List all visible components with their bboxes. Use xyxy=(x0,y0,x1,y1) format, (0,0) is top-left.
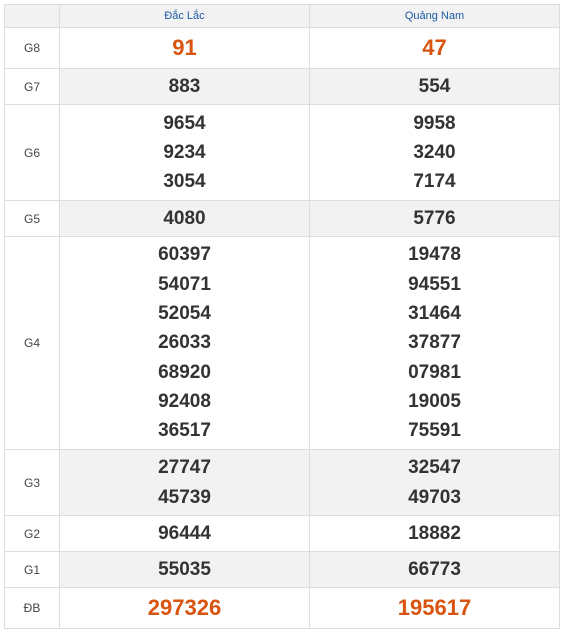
prize-label: G7 xyxy=(5,69,60,105)
prize-row-g6 xyxy=(5,105,560,201)
prize-label: G4 xyxy=(5,237,60,450)
prize-number: 32547 xyxy=(408,457,461,479)
prize-number: 4080 xyxy=(163,207,206,229)
prize-row-g1 xyxy=(5,552,560,588)
prize-number: 49703 xyxy=(408,486,461,508)
prize-cell xyxy=(60,552,310,588)
prize-cell xyxy=(310,237,560,450)
prize-number: 26033 xyxy=(158,332,211,354)
lottery-results-table xyxy=(4,4,560,629)
prize-label: G8 xyxy=(5,28,60,69)
prize-cell xyxy=(310,105,560,201)
prize-number: 31464 xyxy=(408,303,461,325)
prize-cell xyxy=(310,69,560,105)
prize-number: 7174 xyxy=(413,171,456,193)
prize-cell xyxy=(60,28,310,69)
prize-cell xyxy=(60,69,310,105)
prize-cell xyxy=(310,28,560,69)
prize-label: ĐB xyxy=(5,588,60,629)
prize-row-g7 xyxy=(5,69,560,105)
prize-number: 36517 xyxy=(158,420,211,442)
prize-cell xyxy=(60,105,310,201)
prize-number: 5776 xyxy=(413,207,456,229)
header-corner xyxy=(5,5,60,28)
prize-number: 60397 xyxy=(158,244,211,266)
prize-number: 45739 xyxy=(158,486,211,508)
prize-label: G3 xyxy=(5,450,60,516)
prize-number: 19005 xyxy=(408,390,461,412)
prize-number: 92408 xyxy=(158,390,211,412)
prize-cell xyxy=(310,516,560,552)
prize-number: 94551 xyxy=(408,273,461,295)
prize-number: 66773 xyxy=(408,558,461,580)
prize-number: 91 xyxy=(172,35,197,61)
prize-row-special xyxy=(5,588,560,629)
prize-label: G2 xyxy=(5,516,60,552)
prize-cell xyxy=(310,201,560,237)
prize-number: 68920 xyxy=(158,361,211,383)
prize-cell xyxy=(60,201,310,237)
special-prize-number: 297326 xyxy=(147,595,222,621)
prize-label: G6 xyxy=(5,105,60,201)
prize-number: 55035 xyxy=(158,558,211,580)
prize-number: 37877 xyxy=(408,332,461,354)
prize-label: G5 xyxy=(5,201,60,237)
prize-number: 18882 xyxy=(408,522,461,544)
prize-cell xyxy=(310,450,560,516)
prize-number: 52054 xyxy=(158,303,211,325)
header-row xyxy=(5,5,560,28)
prize-number: 9654 xyxy=(163,112,206,134)
prize-number: 9234 xyxy=(163,141,206,163)
prize-row-g2 xyxy=(5,516,560,552)
prize-number: 554 xyxy=(418,75,451,97)
prize-number: 883 xyxy=(168,75,201,97)
prize-number: 3240 xyxy=(413,141,456,163)
prize-cell xyxy=(310,588,560,629)
province-header-quang-nam[interactable]: Quảng Nam xyxy=(310,5,560,28)
province-header-dac-lac[interactable]: Đắc Lắc xyxy=(60,5,310,28)
prize-cell xyxy=(310,552,560,588)
prize-cell xyxy=(60,588,310,629)
special-prize-number: 195617 xyxy=(397,595,472,621)
prize-number: 9958 xyxy=(413,112,456,134)
prize-number: 47 xyxy=(422,35,447,61)
prize-cell xyxy=(60,450,310,516)
prize-label: G1 xyxy=(5,552,60,588)
prize-number: 27747 xyxy=(158,457,211,479)
prize-row-g4 xyxy=(5,237,560,450)
prize-number: 75591 xyxy=(408,420,461,442)
prize-number: 19478 xyxy=(408,244,461,266)
prize-cell xyxy=(60,237,310,450)
prize-row-g5 xyxy=(5,201,560,237)
prize-row-g8 xyxy=(5,28,560,69)
prize-number: 54071 xyxy=(158,273,211,295)
prize-number: 3054 xyxy=(163,171,206,193)
prize-number: 96444 xyxy=(158,522,211,544)
prize-row-g3 xyxy=(5,450,560,516)
prize-cell xyxy=(60,516,310,552)
prize-number: 07981 xyxy=(408,361,461,383)
